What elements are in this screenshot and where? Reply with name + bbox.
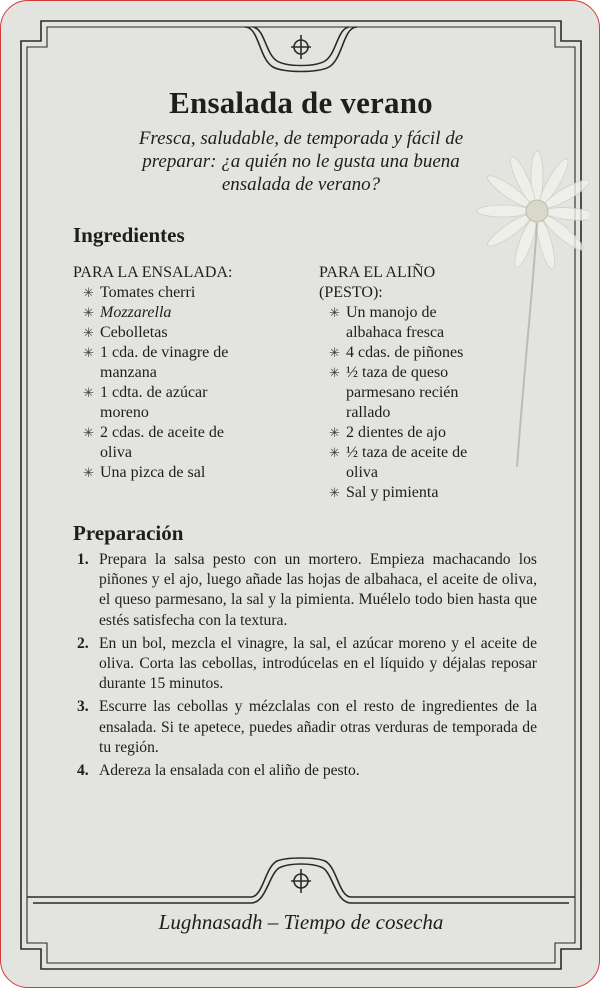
asterisk-bullet-icon: ✳ xyxy=(83,345,94,360)
asterisk-bullet-icon: ✳ xyxy=(83,285,94,300)
recipe-title: Ensalada de verano xyxy=(169,85,433,120)
list-item: ✳ 2 cdas. de aceite de oliva xyxy=(83,424,224,461)
asterisk-bullet-icon: ✳ xyxy=(329,365,340,380)
list-item: ✳ 4 cdas. de piñones xyxy=(329,344,464,361)
step-item: 4. Adereza la ensalada con el aliño de pesto. xyxy=(77,762,360,780)
preparation-heading: Preparación xyxy=(73,521,184,545)
ingredients-heading: Ingredientes xyxy=(73,223,185,247)
list-item: ✳ 1 cda. de vinagre de manzana xyxy=(83,344,229,381)
list-item: ✳ ½ taza de aceite de oliva xyxy=(329,444,468,481)
preparation-steps xyxy=(77,550,537,784)
asterisk-bullet-icon: ✳ xyxy=(83,325,94,340)
list-item: ✳ Tomates cherri xyxy=(83,284,196,301)
asterisk-bullet-icon: ✳ xyxy=(329,425,340,440)
footer-caption: Lughnasadh – Tiempo de cosecha xyxy=(158,910,444,934)
list-item: ✳ Sal y pimienta xyxy=(329,484,439,501)
asterisk-bullet-icon: ✳ xyxy=(329,485,340,500)
asterisk-bullet-icon: ✳ xyxy=(329,305,340,320)
step-item: 1. Prepara la salsa pesto con un mortero. Empieza machacando los piñones y el ajo, luego añade las hojas de albahaca, el aceite de oliva, el queso parmesano, la sal y la pimienta. Muélelo todo bien hasta que estés satisfecha con la textura. xyxy=(77,551,537,629)
list-item: ✳ Cebolletas xyxy=(83,324,168,341)
list-item: ✳ Mozzarella xyxy=(83,304,172,321)
asterisk-bullet-icon: ✳ xyxy=(83,385,94,400)
list-item: ✳ Una pizca de sal xyxy=(83,464,206,481)
asterisk-bullet-icon: ✳ xyxy=(83,465,94,480)
salad-ingredients xyxy=(73,263,283,483)
step-item: 2. En un bol, mezcla el vinagre, la sal, el azúcar moreno y el aceite de oliva. Corta las cebollas, introdúcelas en el líquido y déjalas reposar durante 15 minutos. xyxy=(77,634,537,693)
dressing-heading: PARA EL ALIÑO (PESTO): xyxy=(319,264,436,301)
list-item: ✳ ½ taza de queso parmesano recién rallado xyxy=(329,364,459,421)
step-item: 3. Escurre las cebollas y mézclalas con el resto de ingredientes de la ensalada. Si te apetece, puedes añadir otras verduras de temporada de tu región. xyxy=(77,698,537,756)
asterisk-bullet-icon: ✳ xyxy=(329,445,340,460)
recipe-subtitle: Fresca, saludable, de temporada y fácil de preparar: ¿a quién no le gusta una buena ensalada de verano? xyxy=(138,128,464,195)
asterisk-bullet-icon: ✳ xyxy=(329,345,340,360)
dressing-list xyxy=(319,303,479,503)
salad-list xyxy=(73,283,283,483)
list-item: ✳ Un manojo de albahaca fresca xyxy=(329,304,445,341)
list-item: ✳ 1 cdta. de azúcar moreno xyxy=(83,384,208,421)
salad-heading: PARA LA ENSALADA: xyxy=(73,264,233,281)
asterisk-bullet-icon: ✳ xyxy=(83,425,94,440)
dressing-ingredients xyxy=(319,263,479,503)
list-item: ✳ 2 dientes de ajo xyxy=(329,424,446,441)
asterisk-bullet-icon: ✳ xyxy=(83,305,94,320)
